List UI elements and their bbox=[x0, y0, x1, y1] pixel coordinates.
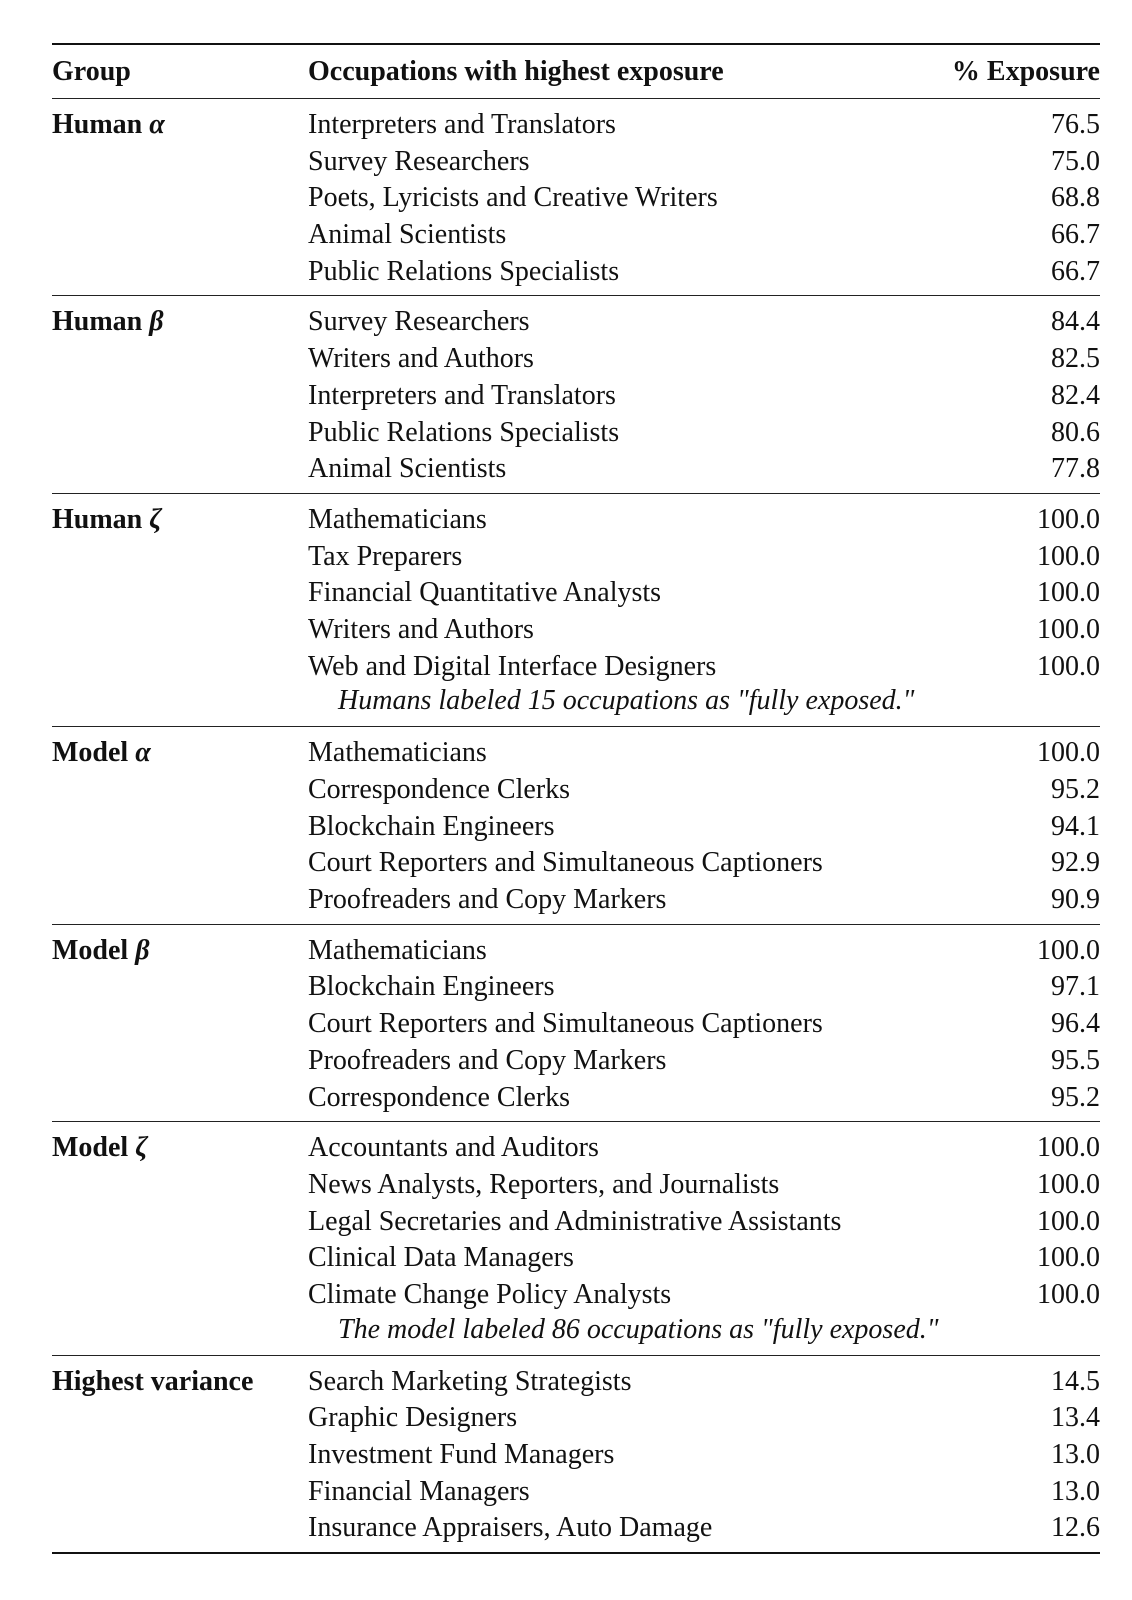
table-row bbox=[52, 1472, 1100, 1509]
table-row bbox=[52, 1398, 1100, 1435]
occupation-cell: Writers and Authors bbox=[308, 613, 534, 645]
occupation-cell: Correspondence Clerks bbox=[308, 774, 571, 805]
occupation-cell: Graphic Designers bbox=[308, 1402, 518, 1434]
group-symbol: ζ bbox=[135, 1132, 148, 1164]
exposure-cell: 100.0 bbox=[1037, 1132, 1100, 1164]
group-label-text: Human bbox=[52, 503, 143, 535]
table-row bbox=[52, 178, 1100, 215]
exposure-cell: 100.0 bbox=[1037, 613, 1100, 645]
exposure-cell: 82.5 bbox=[1051, 343, 1100, 375]
exposure-cell: 100.0 bbox=[1037, 737, 1100, 769]
table-row bbox=[52, 376, 1100, 413]
exposure-cell: 80.6 bbox=[1051, 416, 1100, 448]
exposure-cell: 75.0 bbox=[1051, 145, 1100, 177]
table-row bbox=[52, 1165, 1100, 1202]
group-label-text: Human bbox=[52, 109, 143, 140]
group-label-text: Human bbox=[52, 306, 143, 338]
table-row bbox=[52, 105, 1100, 142]
group-label-text: Model bbox=[52, 737, 129, 769]
exposure-cell: 90.9 bbox=[1051, 884, 1100, 916]
occupation-cell: Proofreaders and Copy Markers bbox=[308, 1044, 667, 1076]
occupation-cell: Proofreaders and Copy Markers bbox=[308, 884, 667, 916]
occupation-cell: Tax Preparers bbox=[308, 540, 463, 572]
header-exposure: % Exposure bbox=[951, 56, 1100, 87]
group-label-text: Model bbox=[52, 934, 129, 966]
table-row bbox=[52, 215, 1100, 252]
group-label-text: Model bbox=[52, 1132, 129, 1164]
group-symbol: α bbox=[149, 109, 165, 140]
table-row bbox=[52, 733, 1100, 770]
table-row bbox=[52, 1435, 1100, 1472]
occupation-cell: Court Reporters and Simultaneous Captioners bbox=[308, 847, 823, 879]
table-row bbox=[52, 302, 1100, 339]
exposure-cell: 95.2 bbox=[1051, 774, 1100, 805]
table-row bbox=[52, 1508, 1100, 1545]
group-section bbox=[52, 925, 1100, 1121]
table-row bbox=[52, 142, 1100, 179]
exposure-cell: 100.0 bbox=[1037, 1242, 1100, 1274]
exposure-cell: 97.1 bbox=[1051, 971, 1100, 1003]
occupation-cell: Investment Fund Managers bbox=[308, 1439, 615, 1470]
exposure-cell: 82.4 bbox=[1051, 379, 1100, 411]
occupation-cell: Financial Managers bbox=[308, 1475, 530, 1507]
occupation-cell: Mathematicians bbox=[308, 503, 487, 535]
occupation-cell: Survey Researchers bbox=[308, 145, 530, 177]
group-section bbox=[52, 1356, 1100, 1552]
table-row bbox=[52, 500, 1100, 537]
table-row bbox=[52, 647, 1100, 684]
occupation-cell: Poets, Lyricists and Creative Writers bbox=[308, 182, 718, 214]
bottom-rule bbox=[52, 1552, 1100, 1554]
occupation-cell: Legal Secretaries and Administrative Assistants bbox=[308, 1205, 842, 1237]
exposure-cell: 13.0 bbox=[1051, 1475, 1100, 1507]
table-row bbox=[52, 1128, 1100, 1165]
header-occupations: Occupations with highest exposure bbox=[308, 56, 724, 87]
exposure-cell: 66.7 bbox=[1051, 219, 1100, 251]
exposure-cell: 92.9 bbox=[1051, 847, 1100, 879]
table-body bbox=[52, 98, 1100, 1552]
exposure-cell: 68.8 bbox=[1051, 182, 1100, 214]
occupation-cell: Animal Scientists bbox=[308, 219, 507, 251]
exposure-cell: 100.0 bbox=[1037, 1168, 1100, 1200]
table-header bbox=[52, 45, 1100, 98]
table-row bbox=[52, 610, 1100, 647]
group-label-text: Highest variance bbox=[52, 1365, 254, 1397]
table-row bbox=[52, 449, 1100, 486]
occupation-cell: Public Relations Specialists bbox=[308, 255, 620, 287]
table-row bbox=[52, 931, 1100, 968]
occupation-cell: Court Reporters and Simultaneous Captioners bbox=[308, 1008, 823, 1040]
occupation-cell: Survey Researchers bbox=[308, 306, 530, 338]
table-row bbox=[52, 880, 1100, 917]
occupation-cell: Animal Scientists bbox=[308, 453, 507, 485]
occupation-cell: Writers and Authors bbox=[308, 343, 534, 375]
occupation-cell: Mathematicians bbox=[308, 934, 487, 966]
table-row bbox=[52, 1275, 1100, 1312]
exposure-cell: 100.0 bbox=[1037, 650, 1100, 682]
table-row bbox=[52, 843, 1100, 880]
group-symbol: β bbox=[135, 934, 150, 966]
table-row bbox=[52, 1078, 1100, 1115]
group-note-text: Humans labeled 15 occupations as "fully exposed." bbox=[338, 685, 915, 717]
occupation-cell: Financial Quantitative Analysts bbox=[308, 577, 662, 609]
table-row bbox=[52, 252, 1100, 289]
table-row bbox=[52, 573, 1100, 610]
group-note bbox=[52, 1312, 1100, 1348]
table-row bbox=[52, 339, 1100, 376]
occupation-cell: Insurance Appraisers, Auto Damage bbox=[308, 1512, 713, 1544]
header-group: Group bbox=[52, 56, 131, 87]
occupation-cell: Blockchain Engineers bbox=[308, 971, 555, 1003]
group-symbol: ζ bbox=[149, 503, 162, 535]
table-row bbox=[52, 413, 1100, 450]
exposure-cell: 76.5 bbox=[1051, 109, 1100, 140]
group-symbol: α bbox=[135, 737, 151, 769]
group-section bbox=[52, 99, 1100, 295]
group-symbol: β bbox=[149, 306, 164, 338]
exposure-cell: 13.4 bbox=[1051, 1402, 1100, 1434]
group-section bbox=[52, 727, 1100, 923]
exposure-cell: 100.0 bbox=[1037, 577, 1100, 609]
table-row bbox=[52, 770, 1100, 807]
occupation-cell: Blockchain Engineers bbox=[308, 810, 555, 842]
table-row bbox=[52, 807, 1100, 844]
group-section bbox=[52, 1122, 1100, 1354]
exposure-cell: 100.0 bbox=[1037, 540, 1100, 572]
exposure-cell: 84.4 bbox=[1051, 306, 1100, 338]
table-row bbox=[52, 537, 1100, 574]
table-row bbox=[52, 967, 1100, 1004]
exposure-cell: 94.1 bbox=[1051, 810, 1100, 842]
table-row bbox=[52, 1004, 1100, 1041]
group-note-text: The model labeled 86 occupations as "fully exposed." bbox=[338, 1313, 939, 1345]
exposure-cell: 100.0 bbox=[1037, 1278, 1100, 1310]
exposure-cell: 100.0 bbox=[1037, 1205, 1100, 1237]
exposure-cell: 13.0 bbox=[1051, 1439, 1100, 1470]
occupation-cell: Search Marketing Strategists bbox=[308, 1365, 632, 1397]
exposure-cell: 77.8 bbox=[1051, 453, 1100, 485]
exposure-cell: 95.2 bbox=[1051, 1081, 1100, 1113]
occupation-cell: Clinical Data Managers bbox=[308, 1242, 574, 1274]
occupation-cell: Web and Digital Interface Designers bbox=[308, 650, 717, 682]
table-row bbox=[52, 1041, 1100, 1078]
occupation-cell: Public Relations Specialists bbox=[308, 416, 620, 448]
exposure-cell: 100.0 bbox=[1037, 934, 1100, 966]
exposure-cell: 100.0 bbox=[1037, 503, 1100, 535]
group-section bbox=[52, 296, 1100, 492]
exposure-cell: 12.6 bbox=[1051, 1512, 1100, 1544]
table-row bbox=[52, 1362, 1100, 1399]
exposure-table bbox=[52, 43, 1100, 1554]
exposure-cell: 96.4 bbox=[1051, 1008, 1100, 1040]
exposure-cell: 95.5 bbox=[1051, 1044, 1100, 1076]
occupation-cell: News Analysts, Reporters, and Journalists bbox=[308, 1168, 780, 1200]
occupation-cell: Interpreters and Translators bbox=[308, 379, 616, 411]
exposure-cell: 14.5 bbox=[1051, 1365, 1100, 1397]
group-note bbox=[52, 683, 1100, 719]
exposure-cell: 66.7 bbox=[1051, 255, 1100, 287]
occupation-cell: Accountants and Auditors bbox=[308, 1132, 599, 1164]
occupation-cell: Correspondence Clerks bbox=[308, 1081, 571, 1113]
occupation-cell: Mathematicians bbox=[308, 737, 487, 769]
occupation-cell: Climate Change Policy Analysts bbox=[308, 1278, 672, 1310]
group-section bbox=[52, 494, 1100, 726]
table-row bbox=[52, 1238, 1100, 1275]
table-row bbox=[52, 1202, 1100, 1239]
occupation-cell: Interpreters and Translators bbox=[308, 109, 616, 140]
